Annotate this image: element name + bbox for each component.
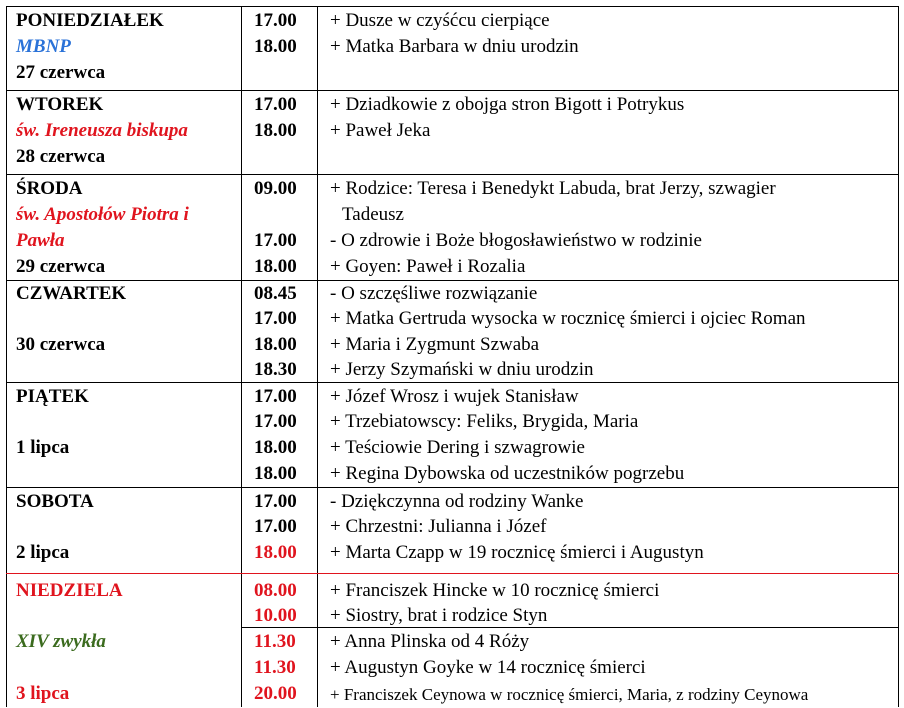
mass-intention: + Teściowie Dering i szwagrowie (330, 437, 585, 458)
day-name-thursday: CZWARTEK (16, 283, 127, 304)
mass-intention: - Dziękczynna od rodziny Wanke (330, 491, 584, 512)
date-monday: 27 czerwca (16, 62, 106, 83)
date-thursday: 30 czerwca (16, 334, 106, 355)
date-sunday: 3 lipca (16, 683, 70, 704)
mass-intention: + Maria i Zygmunt Szwaba (330, 334, 540, 355)
date-wednesday: 29 czerwca (16, 256, 106, 277)
column-divider-day-time (241, 6, 242, 707)
mass-intention: - O szczęśliwe rozwiązanie (330, 283, 538, 304)
table-border-right (898, 6, 899, 707)
mass-intention: + Marta Czapp w 19 rocznicę śmierci i Augustyn (330, 542, 704, 563)
mass-time: 18.00 (254, 120, 297, 141)
mass-intention: + Józef Wrosz i wujek Stanisław (330, 386, 579, 407)
mass-time: 17.00 (254, 516, 297, 537)
row-separator (6, 174, 899, 175)
mass-time: 11.30 (254, 657, 296, 678)
date-friday: 1 lipca (16, 437, 70, 458)
mass-intention: + Regina Dybowska od uczestników pogrzebu (330, 463, 685, 484)
mass-intention: + Jerzy Szymański w dniu urodzin (330, 359, 594, 380)
mass-time: 17.00 (254, 491, 297, 512)
mass-time: 10.00 (254, 605, 297, 626)
day-name-sunday: NIEDZIELA (16, 580, 123, 601)
mass-intention: - O zdrowie i Boże błogosławieństwo w rodzinie (330, 230, 702, 251)
feast-wednesday-line2: Pawła (16, 230, 65, 251)
table-border-left (6, 6, 7, 707)
mass-time: 20.00 (254, 683, 297, 704)
mass-intention: + Dusze w czyśćcu cierpiące (330, 10, 550, 31)
mass-intention: + Chrzestni: Julianna i Józef (330, 516, 547, 537)
feast-monday: MBNP (16, 36, 71, 57)
mass-intention: + Augustyn Goyke w 14 rocznicę śmierci (330, 657, 646, 678)
mass-time: 09.00 (254, 178, 297, 199)
mass-intention: + Dziadkowie z obojga stron Bigott i Potrykus (330, 94, 685, 115)
mass-intention: + Trzebiatowscy: Feliks, Brygida, Maria (330, 411, 639, 432)
feast-sunday: XIV zwykła (16, 631, 106, 652)
column-divider-time-intention (317, 6, 318, 707)
day-name-saturday: SOBOTA (16, 491, 94, 512)
mass-time: 11.30 (254, 631, 296, 652)
mass-intention: + Paweł Jeka (330, 120, 431, 141)
mass-intention: + Siostry, brat i rodzice Styn (330, 605, 548, 626)
mass-time: 17.00 (254, 230, 297, 251)
mass-time: 17.00 (254, 386, 297, 407)
mass-time: 18.00 (254, 542, 297, 563)
mass-time: 18.00 (254, 463, 297, 484)
mass-time: 17.00 (254, 411, 297, 432)
day-name-wednesday: ŚRODA (16, 178, 83, 199)
mass-intention: + Franciszek Ceynowa w rocznicę śmierci, Maria, z rodziny Ceynowa (330, 685, 809, 704)
mass-intention: + Goyen: Paweł i Rozalia (330, 256, 526, 277)
mass-intention-line1: + Rodzice: Teresa i Benedykt Labuda, brat Jerzy, szwagier (330, 178, 776, 199)
mass-time: 17.00 (254, 10, 297, 31)
mass-intention-line2: Tadeusz (342, 204, 404, 225)
mass-time: 18.00 (254, 437, 297, 458)
mass-time: 18.00 (254, 256, 297, 277)
mass-intention: + Franciszek Hincke w 10 rocznicę śmierci (330, 580, 660, 601)
mass-time: 18.30 (254, 359, 297, 380)
day-name-monday: PONIEDZIAŁEK (16, 10, 164, 31)
mass-intention: + Matka Barbara w dniu urodzin (330, 36, 579, 57)
mass-time: 08.00 (254, 580, 297, 601)
day-name-friday: PIĄTEK (16, 386, 89, 407)
feast-tuesday: św. Ireneusza biskupa (16, 120, 188, 141)
day-name-tuesday: WTOREK (16, 94, 104, 115)
row-separator-red (6, 573, 899, 574)
mass-time: 17.00 (254, 94, 297, 115)
date-tuesday: 28 czerwca (16, 146, 106, 167)
row-separator (6, 90, 899, 91)
table-border-top (6, 6, 899, 7)
row-separator (6, 487, 899, 488)
mass-time: 17.00 (254, 308, 297, 329)
feast-wednesday-line1: św. Apostołów Piotra i (16, 204, 189, 225)
mass-intention: + Matka Gertruda wysocka w rocznicę śmierci i ojciec Roman (330, 308, 806, 329)
mass-intention: + Anna Plinska od 4 Róży (330, 631, 530, 652)
mass-time: 18.00 (254, 36, 297, 57)
mass-time: 18.00 (254, 334, 297, 355)
date-saturday: 2 lipca (16, 542, 70, 563)
mass-time: 08.45 (254, 283, 297, 304)
